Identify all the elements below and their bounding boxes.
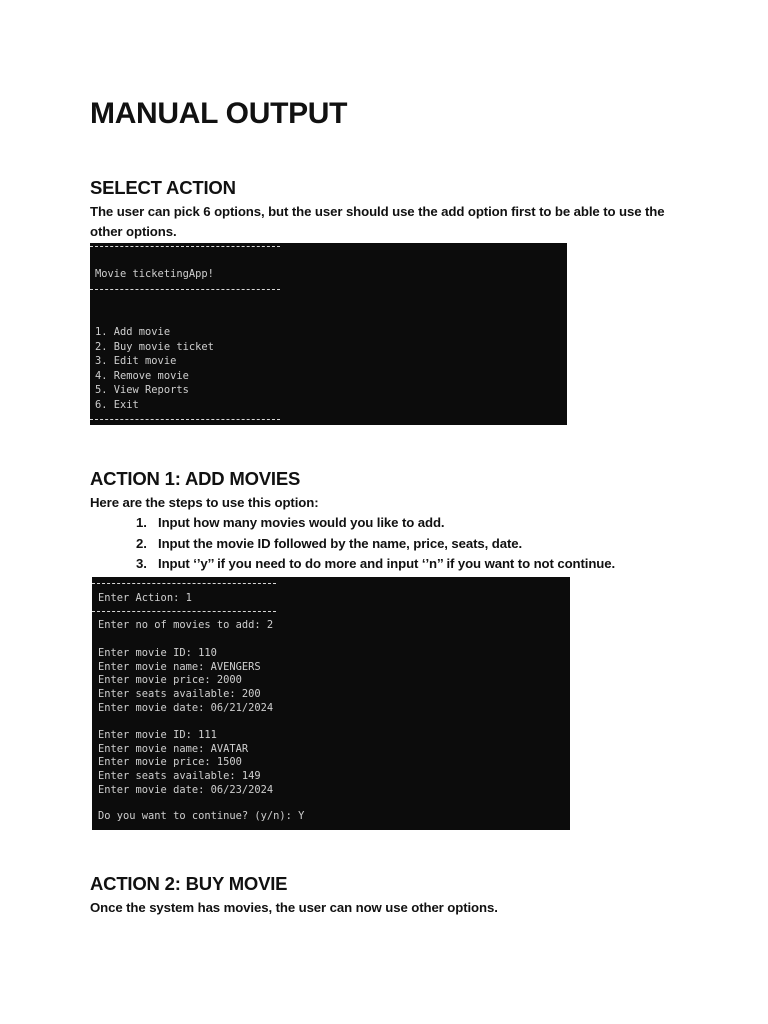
console-action-line: Enter Action: 1 — [98, 592, 192, 604]
step-number: 1. — [136, 515, 147, 530]
console-menu-item: 1. Add movie — [95, 326, 171, 338]
step-text: Input how many movies would you like to add. — [158, 515, 445, 530]
paragraph-action-2: Once the system has movies, the user can now use other options. — [90, 900, 498, 915]
console-menu-item: 5. View Reports — [95, 384, 189, 396]
console-movie-date: Enter movie date: 06/21/2024 — [98, 701, 274, 714]
console-count-line: Enter no of movies to add: 2 — [98, 619, 274, 631]
console-screenshot-menu — [90, 243, 567, 425]
step-item — [90, 534, 615, 555]
console-movie-id: Enter movie ID: 110 — [98, 647, 217, 659]
console-divider — [90, 419, 280, 420]
step-text: Input ‘’y’’ if you need to do more and input ‘’n’’ if you want to not continue. — [158, 556, 616, 571]
console-continue-line: Do you want to continue? (y/n): Y — [98, 810, 305, 822]
console-divider — [92, 611, 276, 612]
console-movie-seats: Enter seats available: 149 — [98, 770, 261, 783]
paragraph-action-1: Here are the steps to use this option: — [90, 495, 319, 510]
step-text: Input the movie ID followed by the name, price, seats, date. — [158, 535, 523, 551]
console-movie-date: Enter movie date: 06/23/2024 — [98, 783, 274, 796]
console-divider — [90, 246, 280, 247]
steps-list — [90, 513, 615, 575]
heading-action-1: ACTION 1: ADD MOVIES — [90, 468, 301, 489]
console-movie-seats: Enter seats available: 200 — [98, 688, 261, 701]
console-movie-name: Enter movie name: AVENGERS — [98, 660, 261, 673]
console-menu-item: 6. Exit — [95, 398, 139, 411]
page-title: MANUAL OUTPUT — [90, 97, 348, 130]
console-movie-id: Enter movie ID: 111 — [98, 729, 217, 741]
console-movie-price: Enter movie price: 2000 — [98, 674, 242, 687]
console-app-title: Movie ticketingApp! — [95, 268, 214, 280]
console-movie-price: Enter movie price: 1500 — [98, 756, 242, 769]
step-number: 3. — [136, 556, 147, 571]
console-divider — [92, 583, 276, 584]
console-movie-name: Enter movie name: AVATAR — [98, 742, 249, 755]
console-screenshot-add-movies — [92, 577, 570, 830]
heading-action-2: ACTION 2: BUY MOVIE — [90, 873, 288, 894]
step-item — [90, 554, 615, 575]
console-menu-item: 2. Buy movie ticket — [95, 340, 214, 353]
console-divider — [90, 289, 280, 290]
console-menu-item: 3. Edit movie — [95, 355, 177, 367]
paragraph-select-action: The user can pick 6 options, but the user should use the add option first to be able to use the other options. — [90, 204, 665, 239]
heading-select-action: SELECT ACTION — [90, 177, 236, 198]
console-menu-item: 4. Remove movie — [95, 369, 189, 382]
step-number: 2. — [136, 535, 147, 551]
step-item — [90, 513, 615, 534]
